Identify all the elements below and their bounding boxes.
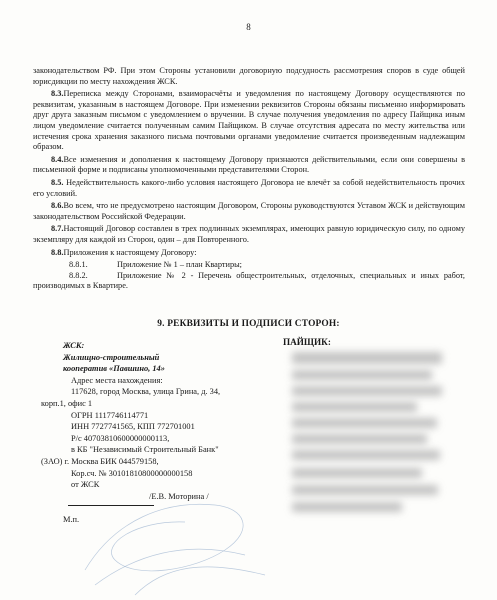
appendix-8-8-1: 8.8.1. Приложение № 1 – план Квартиры; bbox=[69, 260, 242, 270]
inn-kpp: ИНН 7727741565, КПП 772701001 bbox=[71, 422, 195, 432]
redacted-block bbox=[292, 450, 440, 460]
redacted-block bbox=[292, 502, 402, 512]
bank-line1: в КБ "Независимый Строительный Банк" bbox=[71, 445, 219, 455]
address-line2: корп.1, офис 1 bbox=[41, 398, 93, 408]
redacted-block bbox=[292, 352, 442, 364]
redacted-block bbox=[292, 386, 442, 396]
left-party-role: ЖСК: bbox=[63, 341, 85, 350]
party-name-line1: Жилищно-строительный bbox=[63, 352, 160, 362]
address-label: Адрес места нахождения: bbox=[71, 375, 163, 385]
signature-line bbox=[68, 505, 154, 506]
right-party-role: ПАЙЩИК: bbox=[283, 337, 331, 347]
redacted-block bbox=[292, 434, 427, 444]
contract-body bbox=[33, 66, 465, 292]
bank-line2: (ЗАО) г. Москва БИК 044579158, bbox=[41, 456, 159, 466]
account-number: Р/с 40703810600000000113, bbox=[71, 433, 170, 443]
paragraph-8-7: 8.7.Настоящий Договор составлен в трех подлинных экземплярах, имеющих равную юридическую силу, по одному экземпляру для каждой из Сторон, один – для Повторенного. bbox=[33, 224, 465, 244]
correspondent-account: Кор.сч. № 30101810800000000158 bbox=[71, 468, 193, 478]
redacted-block bbox=[292, 485, 438, 495]
left-party-details bbox=[41, 340, 293, 502]
party-name-line2: кооператив «Павшино, 14» bbox=[63, 364, 165, 374]
paragraph-8-2-continuation: законодательством РФ. При этом Стороны установили договорную подсудность рассмотрения споров в суде общей юрисдикции по месту нахождения ЖСК. bbox=[33, 66, 465, 86]
redacted-block bbox=[292, 418, 437, 428]
redacted-block bbox=[292, 402, 417, 412]
appendix-8-8-2: 8.8.2. Приложение № 2 - Перечень общестроительных, отделочных, специальных и иных работ, производимых в Квартире. bbox=[33, 270, 465, 291]
paragraph-8-8: 8.8.Приложения к настоящему Договору: bbox=[51, 247, 197, 257]
redacted-block bbox=[292, 468, 422, 478]
paragraph-8-3: 8.3.Переписка между Сторонами, взаиморасчёты и уведомления по настоящему Договору осуществляются по реквизитам, указанным в настоящем Договоре. При изменении реквизитов Стороны обязаны письменно информировать друг друга заказным письмом с уведомлением о вручении. В случае получения уведомления по адресу Пайщика иным лицом уведомление считается полученным самим Пайщиком. В случае отсутствия адресата по месту жительства или истечения срока хранения заказного письма почтовыми органами уведомление считается произведенным надлежащим образом. bbox=[33, 89, 465, 152]
redacted-block bbox=[292, 370, 432, 380]
signatory-name: /Е.В. Моторина / bbox=[149, 491, 209, 501]
ogrn: ОГРН 1117746114771 bbox=[71, 410, 149, 420]
page-number: 8 bbox=[246, 22, 251, 32]
address-line1: 117628, город Москва, улица Грина, д. 34, bbox=[71, 387, 221, 397]
section-title: 9. РЕКВИЗИТЫ И ПОДПИСИ СТОРОН: bbox=[157, 319, 340, 329]
signatory-label: от ЖСК bbox=[71, 480, 100, 490]
paragraph-8-6: 8.6.Во всем, что не предусмотрено настоящим Договором, Стороны руководствуются Уставом ЖСК и действующим законодательством Российской Федерации. bbox=[33, 201, 465, 221]
paragraph-8-4: 8.4.Все изменения и дополнения к настоящему Договору признаются действительными, если они совершены в письменной форме и подписаны уполномоченными представителями Сторон. bbox=[33, 154, 465, 175]
stamp-label: М.п. bbox=[63, 515, 80, 524]
paragraph-8-5: 8.5. Недействительность какого-либо условия настоящего Договора не влечёт за собой недействительность прочих его условий. bbox=[33, 177, 465, 198]
